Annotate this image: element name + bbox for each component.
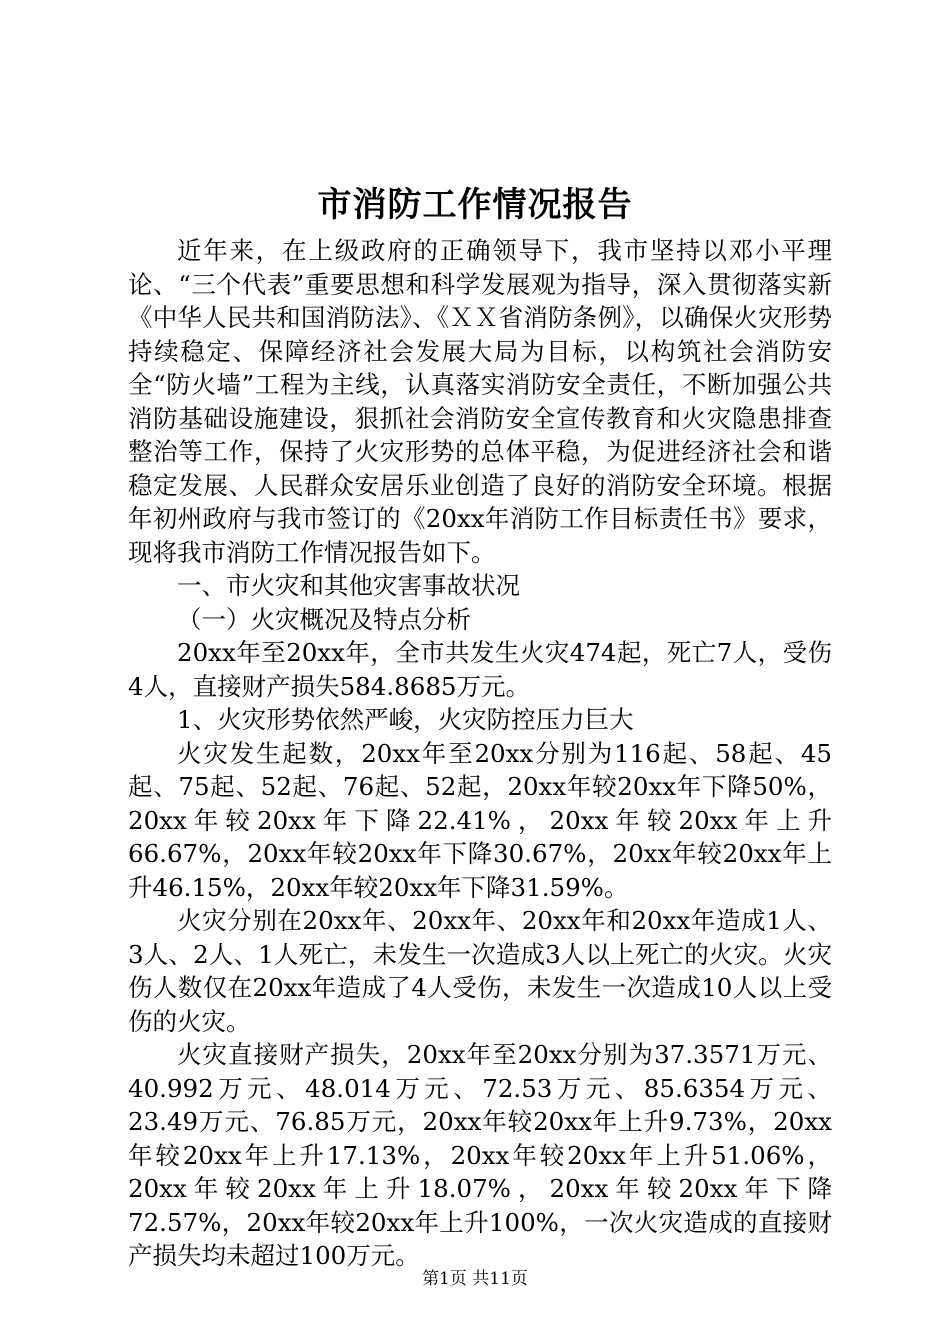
document-body — [128, 234, 832, 1273]
page-footer: 第1页 共11页 — [422, 1269, 528, 1289]
page-title: 市消防工作情况报告 — [317, 185, 633, 225]
subsection-heading: （一）火灾概况及特点分析 — [177, 604, 471, 634]
section-heading: 一、市火灾和其他灾害事故状况 — [177, 571, 520, 600]
intro-paragraph: 近年来，在上级政府的正确领导下，我市坚持以邓小平理论、“三个代表”重要思想和科学发展观为指导，深入贯彻落实新《中华人民共和国消防法》、《ＸＸ省消防条例》，以确保火灾形势持续稳定、保障经济社会发展大局为目标，以构筑社会消防安全“防火墙”工程为主线，认真落实消防安全责任，不断加强公共消防基础设施建设，狠抓社会消防安全宣传教育和火灾隐患排查整治等工作，保持了火灾形势的总体平稳，为促进经济社会和谐稳定发展、人民群众安居乐业创造了良好的消防安全环境。根据年初州政府与我市签订的《20xx年消防工作目标责任书》要求，现将我市消防工作情况报告如下。 — [128, 236, 832, 567]
summary-paragraph: 20xx年至20xx年，全市共发生火灾474起，死亡7人，受伤4人，直接财产损失584.8685万元。 — [128, 638, 832, 701]
casualty-paragraph: 火灾分别在20xx年、20xx年、20xx年和20xx年造成1人、3人、2人、1人死亡，未发生一次造成3人以上死亡的火灾。火灾伤人数仅在20xx年造成了4人受伤，未发生一次造成10人以上受伤的火灾。 — [128, 906, 832, 1036]
fire-count-paragraph: 火灾发生起数，20xx年至20xx分别为116起、58起、45起、75起、52起、76起、52起，20xx年较20xx年下降50%，20xx年较20xx年下降22.41%，20xx年较20xx年上升66.67%，20xx年较20xx年下降30.67%，20xx年较20xx年上升46.15%，20xx年较20xx年下降31.59%。 — [128, 738, 832, 902]
property-loss-paragraph: 火灾直接财产损失，20xx年至20xx分别为37.3571万元、40.992万元、48.014万元、72.53万元、85.6354万元、23.49万元、76.85万元，20xx年较20xx年上升9.73%，20xx年较20xx年上升17.13%，20xx年较20xx年上升51.06%，20xx年较20xx年上升18.07%，20xx年较20xx年下降72.57%，20xx年较20xx年上升100%，一次火灾造成的直接财产损失均未超过100万元。 — [128, 1040, 832, 1270]
point-heading: 1、火灾形势依然严峻，火灾防控压力巨大 — [177, 705, 634, 734]
